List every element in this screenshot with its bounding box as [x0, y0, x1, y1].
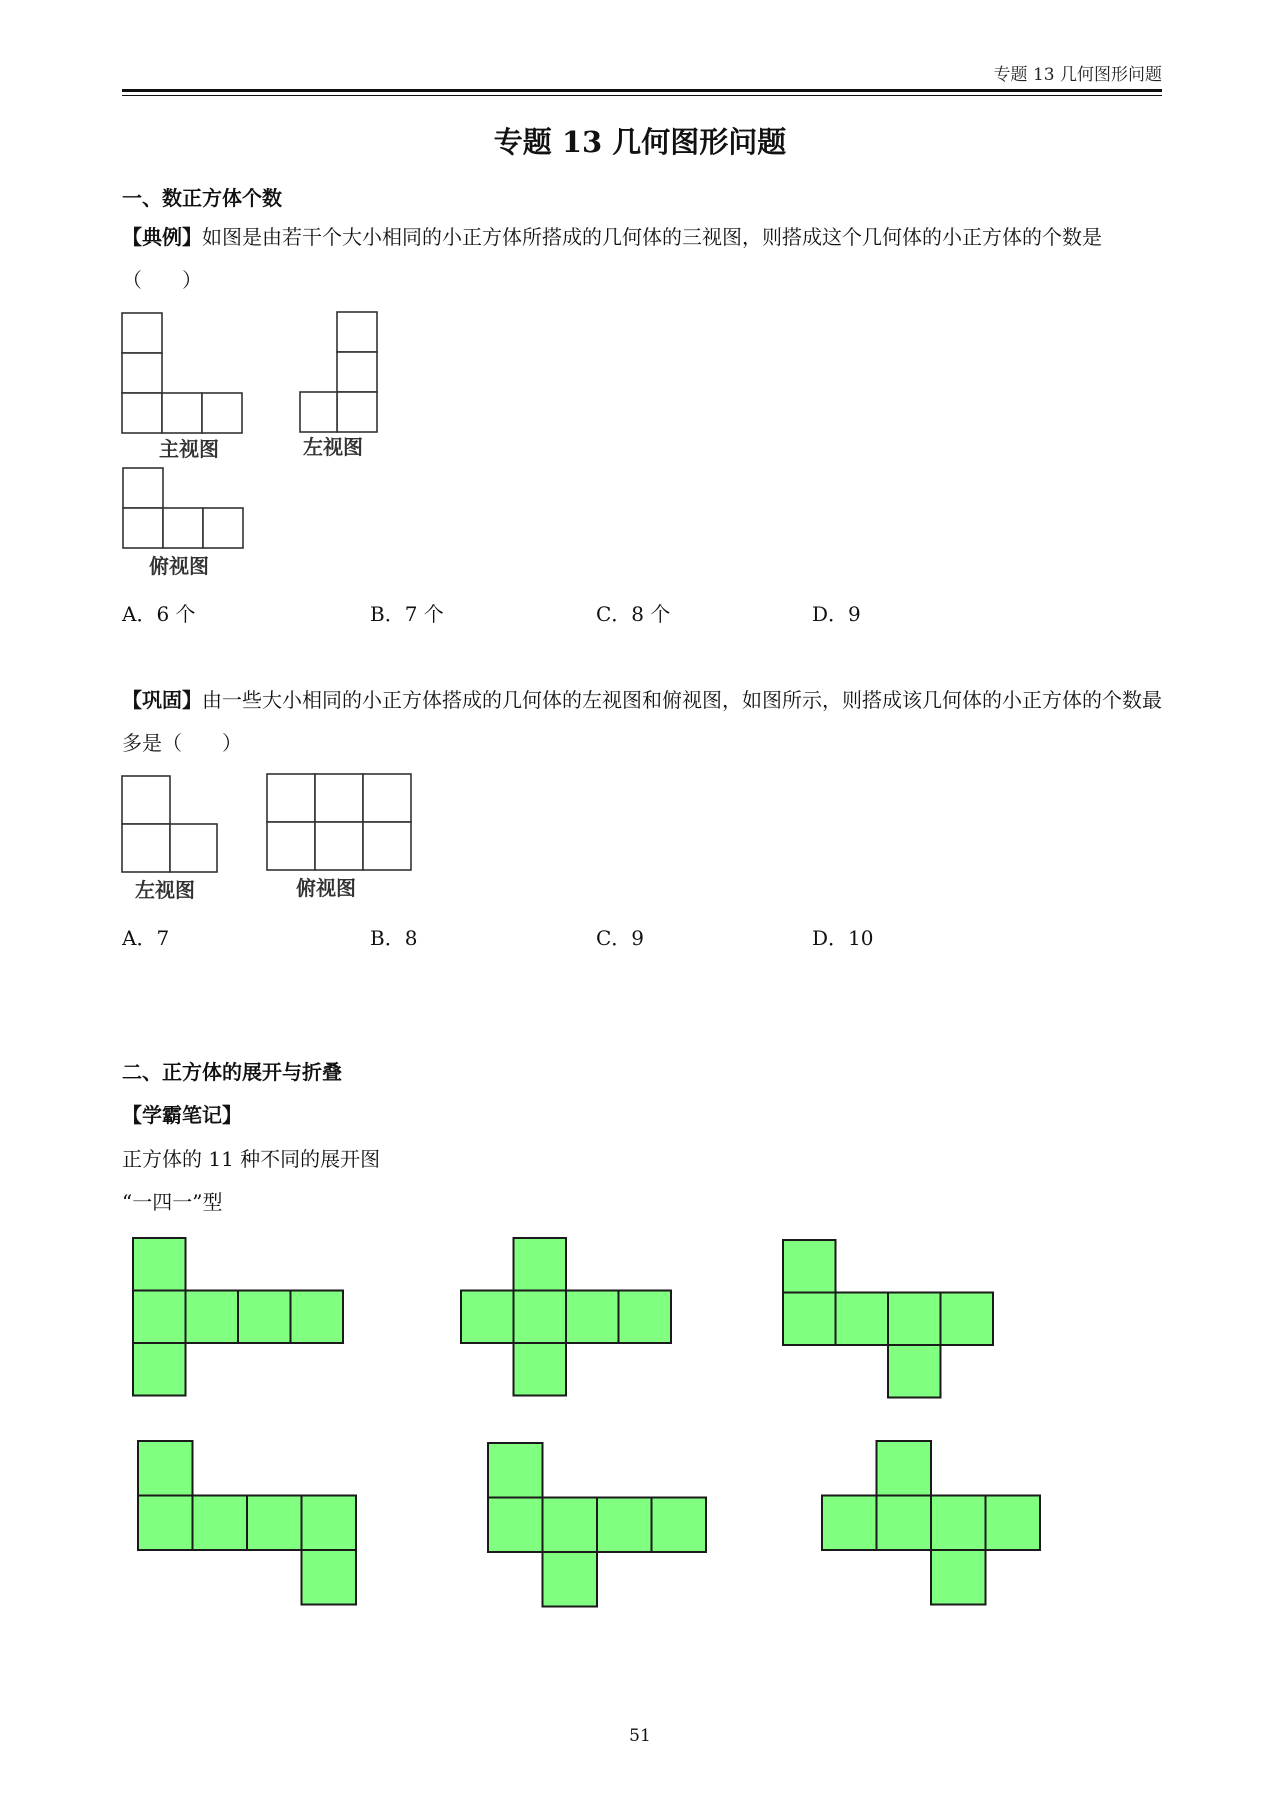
net-1-square: [238, 1291, 291, 1344]
net-3-square: [941, 1293, 994, 1346]
net-1-square: [133, 1238, 186, 1291]
net-type-label: “一四一”型: [122, 1190, 223, 1214]
page-title: 专题 13 几何图形问题: [493, 125, 787, 159]
net-1-square: [186, 1291, 239, 1344]
net-1-square: [133, 1343, 186, 1396]
main-view-caption: 主视图: [159, 437, 219, 461]
net-3-square: [783, 1293, 836, 1346]
net-6-square: [877, 1441, 932, 1496]
net-3-square: [888, 1293, 941, 1346]
section2-heading: 二、正方体的展开与折叠: [122, 1060, 342, 1084]
net-4-square: [138, 1441, 193, 1496]
net-2-square: [461, 1291, 514, 1344]
practice-option-a: A．7: [122, 926, 170, 950]
running-head: 专题 13 几何图形问题: [993, 65, 1162, 85]
top-view-caption: 俯视图: [149, 554, 209, 578]
example-label: 【典例】: [122, 225, 202, 249]
example-text: 如图是由若干个大小相同的小正方体所搭成的几何体的三视图，则搭成这个几何体的小正方体的个数是（ ）: [122, 225, 1102, 292]
net-6-square: [877, 1496, 932, 1551]
net-2-square: [514, 1238, 567, 1291]
net-2-square: [514, 1291, 567, 1344]
practice-option-c: C．9: [596, 926, 645, 950]
net-6-square: [822, 1496, 877, 1551]
net-5-square: [543, 1498, 598, 1553]
net-2-square: [566, 1291, 619, 1344]
net-2-square: [619, 1291, 672, 1344]
net-4-square: [138, 1496, 193, 1551]
net-4-square: [247, 1496, 302, 1551]
example-option-d: D．9: [812, 602, 861, 626]
net-2-square: [514, 1343, 567, 1396]
example-option-a: A．6 个: [122, 602, 196, 626]
net-1-square: [291, 1291, 344, 1344]
net-6-square: [931, 1550, 986, 1605]
net-1-square: [133, 1291, 186, 1344]
net-5-square: [597, 1498, 652, 1553]
notes-label: 【学霸笔记】: [122, 1103, 242, 1127]
nets-intro: 正方体的 11 种不同的展开图: [122, 1147, 381, 1171]
example-option-c: C．8 个: [596, 602, 671, 626]
net-3-square: [836, 1293, 889, 1346]
net-3-square: [888, 1345, 941, 1398]
practice-option-b: B．8: [370, 926, 418, 950]
section1-heading: 一、数正方体个数: [122, 186, 282, 210]
net-5-square: [488, 1498, 543, 1553]
practice-top-view-caption: 俯视图: [296, 876, 356, 900]
net-6-square: [931, 1496, 986, 1551]
practice-text: 由一些大小相同的小正方体搭成的几何体的左视图和俯视图，如图所示，则搭成该几何体的小正方体的个数最多是（ ）: [122, 688, 1162, 755]
practice-option-d: D．10: [812, 926, 874, 950]
practice-label: 【巩固】: [122, 688, 202, 712]
net-3-square: [783, 1240, 836, 1293]
net-4-square: [302, 1496, 357, 1551]
example-option-b: B．7 个: [370, 602, 444, 626]
net-4-square: [193, 1496, 248, 1551]
net-5-square: [543, 1552, 598, 1607]
net-5-square: [652, 1498, 707, 1553]
net-6-square: [986, 1496, 1041, 1551]
practice-left-view-caption: 左视图: [135, 878, 195, 902]
net-5-square: [488, 1443, 543, 1498]
left-view-caption: 左视图: [303, 435, 363, 459]
net-4-square: [302, 1550, 357, 1605]
page-number: 51: [629, 1726, 651, 1746]
